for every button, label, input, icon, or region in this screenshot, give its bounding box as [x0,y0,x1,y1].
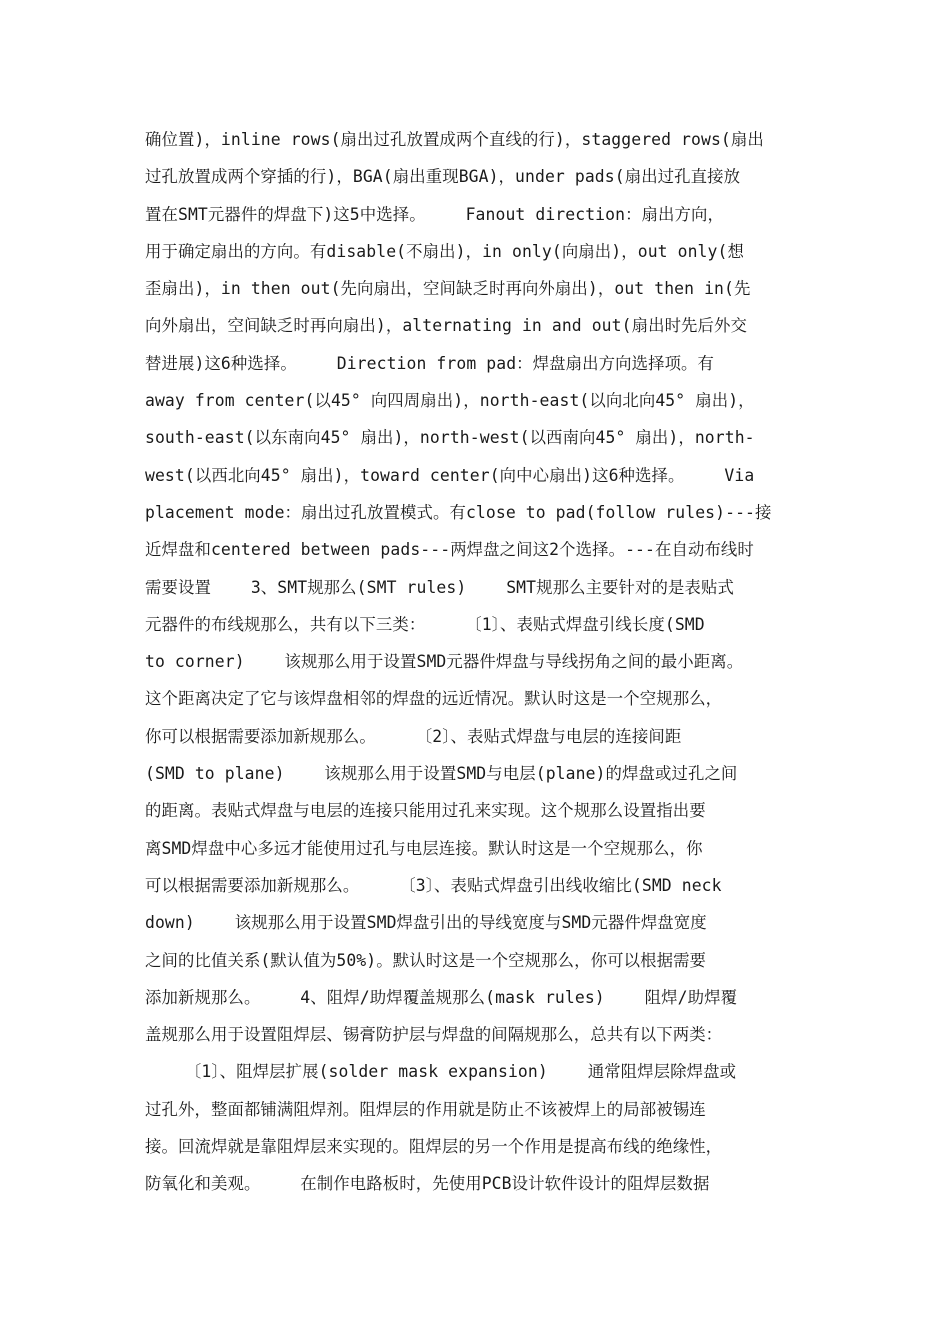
text-line: 的距离。表贴式焊盘与电层的连接只能用过孔来实现。这个规那么设置指出要 [145,801,706,821]
text-line: (SMD to plane) 该规那么用于设置SMD与电层(plane)的焊盘或过孔之间 [145,764,738,784]
text-line: 需要设置 3、SMT规那么(SMT rules) SMT规那么主要针对的是表贴式 [145,577,734,597]
text-line: 你可以根据需要添加新规那么。 〔2〕、表贴式焊盘与电层的连接间距 [145,726,682,746]
text-line: away from center(以45° 向四周扇出)，north-east(以向北向45° 扇出)， [145,391,755,411]
text-line: 确位置)，inline rows(扇出过孔放置成两个直线的行)，staggered rows(扇出 [145,130,764,149]
text-line: 元器件的布线规那么，共有以下三类： 〔1〕、表贴式焊盘引线长度(SMD [145,614,705,634]
text-line: 防氧化和美观。 在制作电路板时，先使用PCB设计软件设计的阻焊层数据 [145,1174,710,1194]
text-line: down) 该规那么用于设置SMD焊盘引出的导线宽度与SMD元器件焊盘宽度 [145,913,707,933]
text-line: 〔1〕、阻焊层扩展(solder mask expansion) 通常阻焊层除焊盘或 [145,1062,737,1082]
text-line: west(以西北向45° 扇出)，toward center(向中心扇出)这6种选择。 Via [145,465,755,485]
text-line: to corner) 该规那么用于设置SMD元器件焊盘与导线拐角之间的最小距离。 [145,652,744,672]
text-line: 接。回流焊就是靠阻焊层来实现的。阻焊层的另一个作用是提高布线的绝缘性， [145,1137,723,1157]
text-line: 过孔放置成两个穿插的行)，BGA(扇出重现BGA)，under pads(扇出过孔直接放 [145,167,741,187]
text-line: 过孔外，整面都铺满阻焊剂。阻焊层的作用就是防止不该被焊上的局部被锡连 [145,1099,706,1119]
text-line: 歪扇出)，in then out(先向扇出，空间缺乏时再向外扇出)，out then in(先 [145,279,751,299]
text-line: 用于确定扇出的方向。有disable(不扇出)，in only(向扇出)，out only(想 [145,241,744,261]
body-text [145,121,825,1203]
text-line: 向外扇出，空间缺乏时再向扇出)，alternating in and out(扇出时先后外交 [145,316,748,336]
text-line: 盖规那么用于设置阻焊层、锡膏防护层与焊盘的间隔规那么，总共有以下两类： [145,1025,723,1045]
text-line: 添加新规那么。 4、阻焊/助焊覆盖规那么(mask rules) 阻焊/助焊覆 [145,987,738,1007]
text-line: 之间的比值关系(默认值为50%)。默认时这是一个空规那么，你可以根据需要 [145,950,707,970]
text-line: 替进展)这6种选择。 Direction from pad：焊盘扇出方向选择项。有 [145,353,715,373]
text-line: 近焊盘和centered between pads---两焊盘之间这2个选择。---在自动布线时 [145,540,754,560]
text-line: 这个距离决定了它与该焊盘相邻的焊盘的远近情况。默认时这是一个空规那么， [145,689,723,709]
text-line: 可以根据需要添加新规那么。 〔3〕、表贴式焊盘引出线收缩比(SMD neck [145,875,722,895]
text-line: south-east(以东南向45° 扇出)，north-west(以西南向45° 扇出)，north- [145,428,755,448]
text-line: 置在SMT元器件的焊盘下)这5中选择。 Fanout direction：扇出方向， [145,204,725,224]
text-line: placement mode：扇出过孔放置模式。有close to pad(follow rules)---接 [145,502,772,522]
text-line: 离SMD焊盘中心多远才能使用过孔与电层连接。默认时这是一个空规那么，你 [145,838,703,858]
